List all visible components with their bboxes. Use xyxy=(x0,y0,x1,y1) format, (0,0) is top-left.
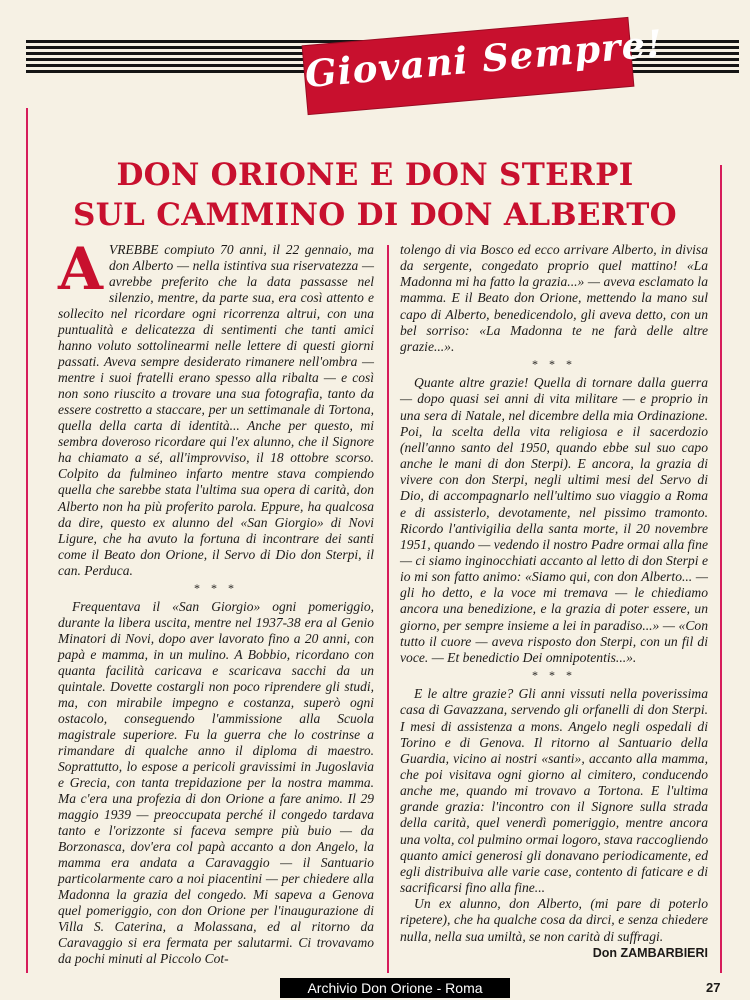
page-number: 27 xyxy=(706,980,721,995)
drop-cap: A xyxy=(58,235,104,303)
left-column xyxy=(58,235,374,967)
left-rule xyxy=(26,108,28,973)
section-banner xyxy=(303,18,665,114)
banner-title: Giovani Sempre! xyxy=(303,21,665,97)
paragraph: Un ex alunno, don Alberto, (mi pare di poterlo ripetere), che ha qualche cosa da dirci, e senza chiedere nulla, nella sua umiltà, se non carità di suffragi. xyxy=(400,896,708,944)
paragraph: E le altre grazie? Gli anni vissuti nella poverissima casa di Gavazzana, servendo gli orfanelli di don Sterpi. I mesi di assistenza a mons. Angelo negli ospedali di Torino e di Genova. Il ritorno al Santuario della Guardia, vicino ai nostri «santi», accanto alla mamma, che poi visitava ogni giorno al cimitero, conducendo anche me, quando mi trovavo a Tortona. E l'ultima grande grazia: l'incontro con il Signore sulla strada della carità, quel venerdì pomeriggio, mentre ancora una volta, col pulmino ormai logoro, stava raccogliendo quanto amici generosi gli donavano periodicamente, ed egli distribuiva alle varie case, contento di faticare e di sacrificarsi fino alla fine... xyxy=(400,686,708,896)
paragraph: tolengo di via Bosco ed ecco arrivare Alberto, in divisa da sergente, congedato proprio quel mattino! «La Madonna mi ha fatto la grazia...» — aveva esclamato la mamma. E il Beato don Orione, mettendo la mano sul capo di Alberto, benedicendolo, gli aveva detto, con un bel sorriso: «La Madonna te ne farà delle altre grazie...». xyxy=(400,242,708,354)
right-column xyxy=(400,242,708,961)
article-title-line1: DON ORIONE E DON STERPI xyxy=(116,157,634,193)
right-rule xyxy=(720,165,722,973)
section-separator: * * * xyxy=(532,357,576,372)
archive-label: Archivio Don Orione - Roma xyxy=(280,978,510,998)
paragraph: Frequentava il «San Giorgio» ogni pomeriggio, durante la libera uscita, mentre nel 1937-38 era al Genio Minatori di Novi, dopo aver lavorato fino a 20 anni, con papà e mamma, in un mulino. A Bobbio, ricordano con quanta facilità caricava e scaricava sacchi da un quintale. Dovette costargli non poco riprendere gli studi, ma, con mirabile impegno e costanza, superò ogni ostacolo, conseguendo l'ammissione alla Scuola magistrale superiore. Fu la guerra che lo costrinse a rimandare di qualche anno il diploma di maestro. Soprattutto, lo espose a pericoli gravissimi in Jugoslavia e Grecia, con tanta trepidazione per la nostra mamma. Ma c'era una profezia di don Orione a fare animo. Il 29 maggio 1939 — preoccupata perché il congedo tardava tanto e l'orizzonte si faceva sempre più buio — da Borzonasca, dov'era col papà accanto a don Angelo, la mamma era andata a Caravaggio — il Santuario particolarmente caro a noi piacentini — per chiedere alla Madonna la grazia del congedo. Mi sapeva a Genova quel pomeriggio, con don Orione per l'inaugurazione di Villa S. Caterina, a Molassana, ed al ritorno da Caravaggio si era fermata per salutarmi. Ci trovavamo da pochi minuti al Piccolo Cot- xyxy=(58,598,374,967)
center-rule xyxy=(387,245,389,973)
paragraph: Quante altre grazie! Quella di tornare dalla guerra — dopo quasi sei anni di vita militare — e proprio in una sera di Natale, nel dicembre della mia Ordinazione. Poi, la scelta della vita religiosa e il sacerdozio (nell'anno santo del 1950, quando ebbe sul suo capo anche le mani di don Sterpi). E ancora, la grazia di vivere con don Sterpi, negli ultimi mesi del Servo di Dio, di accompagnarlo nell'ultimo suo viaggio a Roma e di assisterlo, devotamente, nel pissimo tramonto. Ricordo l'antivigilia della santa morte, il 20 novembre 1951, quando — vedendo il nostro Padre ormai alla fine — ci siamo inginocchiati accanto al letto di don Sterpi e io mi son fatto animo: «Siamo qui, con don Alberto... — gli ho detto, e la voce mi tremava — le chiediamo ancora una benedizione, e la grazia di poter essere, un giorno, per sempre insieme a lei in paradiso...» — «Con tutto il cuore — aveva risposto don Sterpi, con un fil di voce. — Et benedictio Dei omnipotentis...». xyxy=(400,375,708,665)
section-separator: * * * xyxy=(194,580,238,595)
paragraph: AVREBBE compiuto 70 anni, il 22 gennaio, ma don Alberto — nella istintiva sua riservatezza — avrebbe preferito che la data passasse nel silenzio, mentre, da parte sua, era così attento e sollecito nel ricordare ogni ricorrenza altrui, con una puntualità e delicatezza di sentimenti che tanti amici hanno voluto sottolinearmi nelle lettere di questi giorni passati. Aveva sempre desiderato rimanere nell'ombra — mentre i suoi fratelli erano spesso alla ribalta — e così non sono riuscito a trovare una sua fotografia, tanto da essere costretto a staccare, per un settimanale di Tortona, quella della carta di identità... Anche per questo, mi sembra doveroso ricordare qui l'ex alunno, che il Signore ha chiamato a sé, all'improvviso, il 18 ottobre scorso. Colpito da fulmineo infarto mentre stava compiendo quella che sarebbe stata l'ultima sua opera di carità, don Alberto non ha più proferito parola. Eppure, ha qualcosa da dire, questo ex alunno del «San Giorgio» di Novi Ligure, che ha avuto la fortuna di incontrare dei santi come il Beato don Orione, il Servo di Dio don Sterpi, il can. Perduca. xyxy=(58,235,374,578)
author-signature: Don ZAMBARBIERI xyxy=(592,945,708,960)
article-title-line2: SUL CAMMINO DI DON ALBERTO xyxy=(73,197,677,233)
section-separator: * * * xyxy=(532,668,576,683)
